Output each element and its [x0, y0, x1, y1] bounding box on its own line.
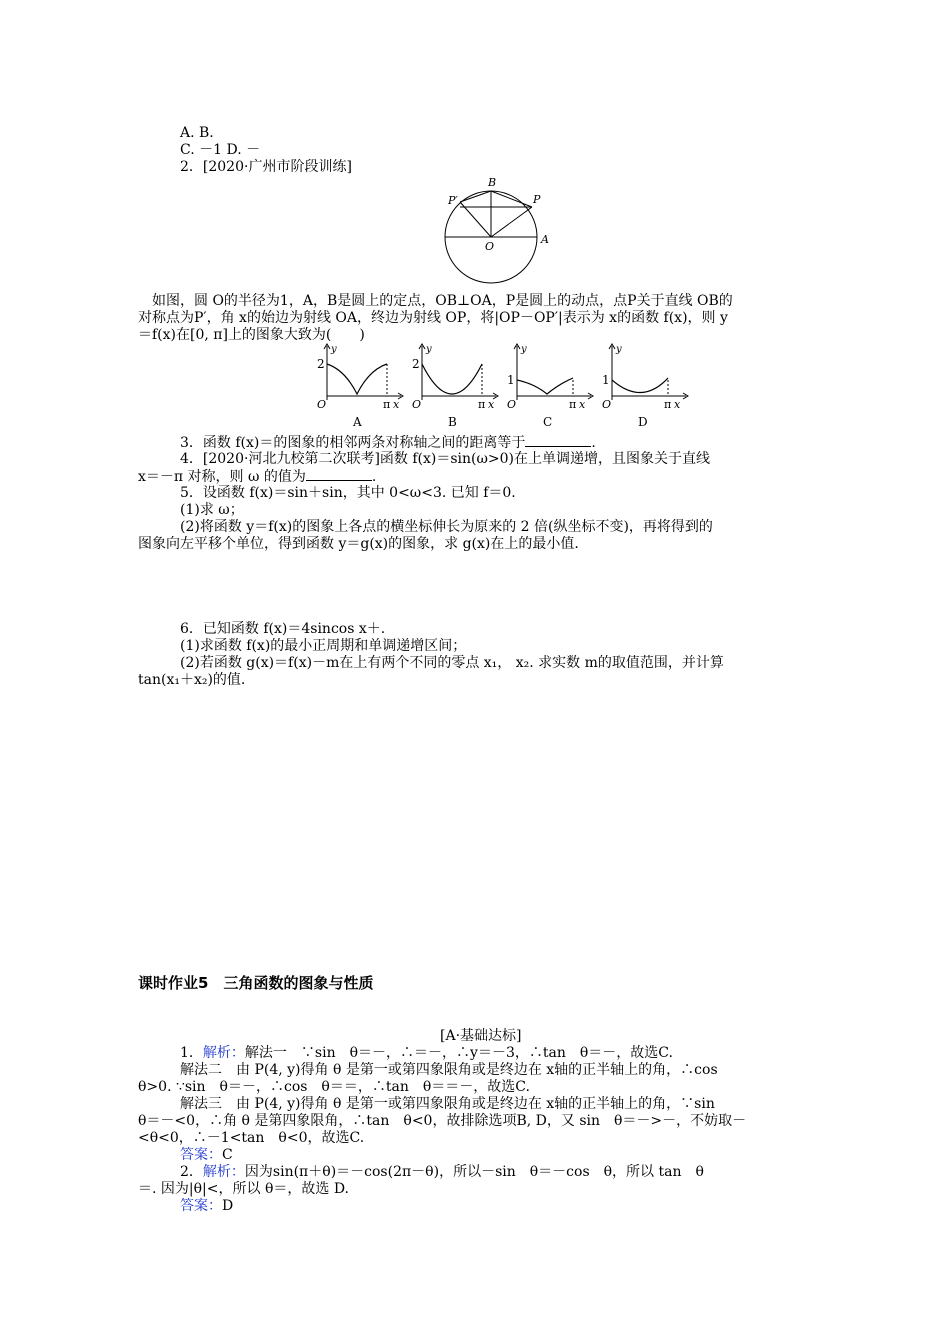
origin-label: O [412, 398, 422, 411]
answer-1-line-1 [180, 1045, 673, 1062]
answer-1-text-1: 解法一 ∵sin θ＝－，∴＝－，∴y＝－3，∴tan θ＝－，故选C. [244, 1045, 673, 1061]
subsection-title: [A·基础达标] [440, 1028, 522, 1044]
answer-1-result-value: C [222, 1147, 233, 1163]
segment-op [491, 207, 532, 237]
circle-figure [440, 172, 560, 290]
option-label: D [638, 415, 648, 429]
x-axis-label: x [674, 398, 681, 411]
graph-option-a [315, 342, 407, 432]
origin-label: O [507, 398, 517, 411]
question-4-end: . [371, 469, 377, 485]
segment-p-prime-b [460, 191, 491, 202]
pi-label: π [383, 398, 391, 411]
question-4-text: x＝－π 对称，则 ω 的值为 [138, 469, 306, 485]
question-6-line-4: tan(x₁＋x₂)的值. [138, 672, 246, 688]
question-3-blank [525, 434, 591, 447]
pi-label: π [569, 398, 577, 411]
question-3-text: 3．函数 f(x)＝的图象的相邻两条对称轴之间的距离等于 [180, 435, 526, 451]
option-label: C [543, 415, 553, 429]
curve [517, 378, 573, 394]
question-2-line-1: 如图，圆 O的半径为1，A，B是圆上的定点，OB⊥OA，P是圆上的动点，点P关于直线 OB的 [138, 293, 733, 309]
y-tick-label: 2 [317, 357, 325, 371]
label-p: P [533, 193, 541, 206]
label-p-prime: P′ [448, 194, 458, 207]
y-tick-label: 2 [412, 357, 420, 371]
curve [422, 364, 482, 394]
option-graphs [315, 342, 695, 432]
answer-1-line-4: 解法三 由 P(4, y)得角 θ 是第一或第四象限角或是终边在 x轴的正半轴上的角，∵sin [180, 1096, 715, 1112]
label-o: O [485, 240, 495, 253]
y-axis-label: y [426, 344, 432, 355]
answer-1-result-label: 答案： [180, 1147, 222, 1163]
answer-1-line-6: <θ<0，∴－1<tan θ<0，故选C. [138, 1130, 365, 1146]
question-5-line-1: 5．设函数 f(x)＝sin＋sin，其中 0<ω<3. 已知 f＝0. [180, 485, 516, 501]
y-axis-label: y [331, 344, 337, 355]
graph-option-b [410, 342, 502, 432]
answer-1-line-5: θ＝－<0，∴角 θ 是第四象限角，∴tan θ<0，故排除选项B, D，又 sin θ＝－>－，不妨取－ [138, 1113, 747, 1129]
question-2-line-2: 对称点为P′，角 x的始边为射线 OA，终边为射线 OP，将|OP－OP′|表示为 x的函数 f(x)，则 y [138, 310, 728, 326]
question-2-line-3: ＝f(x)在[0, π]上的图象大致为( ) [138, 327, 365, 343]
y-tick-label: 1 [507, 373, 515, 387]
answer-2-number: 2． [180, 1164, 203, 1180]
pi-label: π [478, 398, 486, 411]
answer-2-text-1: 因为sin(π＋θ)＝－cos(2π－θ)，所以－sin θ＝－cos θ，所以 tan θ [244, 1164, 704, 1180]
segment-p-b [491, 191, 532, 207]
label-a: A [541, 233, 549, 246]
x-axis-label: x [393, 398, 400, 411]
answer-2-result-label: 答案： [180, 1198, 222, 1214]
question-5-line-3: (2)将函数 y＝f(x)的图象上各点的横坐标伸长为原来的 2 倍(纵坐标不变)，再将得到的 [180, 519, 713, 535]
question-3 [180, 434, 596, 452]
question-5-line-2: (1)求 ω； [180, 502, 244, 518]
question-5-line-4: 图象向左平移个单位，得到函数 y＝g(x)的图象，求 g(x)在上的最小值. [138, 536, 579, 552]
x-axis-label: x [488, 398, 495, 411]
answer-1-line-3: θ>0. ∵sin θ＝－，∴cos θ＝＝，∴tan θ＝＝－，故选C. [138, 1079, 530, 1095]
question-6-line-3: (2)若函数 g(x)＝f(x)－m在上有两个不同的零点 x₁， x₂. 求实数 m的取值范围，并计算 [180, 655, 724, 671]
question-3-end: . [591, 435, 596, 451]
x-axis-label: x [579, 398, 586, 411]
answer-2-label: 解析： [202, 1164, 245, 1180]
answer-2-line-1 [180, 1164, 704, 1181]
graph-option-d [600, 342, 692, 432]
option-label: A [353, 415, 362, 429]
answer-2-result [180, 1198, 233, 1215]
question-6-line-1: 6．已知函数 f(x)＝4sincos x＋. [180, 621, 386, 637]
y-tick-label: 1 [602, 373, 610, 387]
answer-1-number: 1． [180, 1045, 203, 1061]
options-c-d: C. －1 D. － [180, 142, 261, 158]
answer-1-label: 解析： [202, 1045, 245, 1061]
label-b: B [488, 176, 497, 189]
answer-1-result [180, 1147, 233, 1164]
origin-label: O [317, 398, 327, 411]
origin-label: O [602, 398, 612, 411]
y-axis-label: y [521, 344, 527, 355]
pi-label: π [664, 398, 672, 411]
answer-2-result-value: D [222, 1198, 234, 1214]
question-2-header: 2．[2020·广州市阶段训练] [180, 159, 352, 175]
question-6-line-2: (1)求函数 f(x)的最小正周期和单调递增区间； [180, 638, 467, 654]
curve [612, 378, 668, 393]
curve [327, 364, 387, 394]
options-a-b: A. B. [180, 125, 214, 141]
answer-1-line-2: 解法二 由 P(4, y)得角 θ 是第一或第四象限角或是终边在 x轴的正半轴上的角，∴cos [180, 1062, 718, 1078]
y-axis-label: y [616, 344, 622, 355]
section-title: 课时作业5 三角函数的图象与性质 [138, 974, 374, 992]
question-4-blank [306, 468, 372, 481]
question-4-line-2 [138, 468, 376, 486]
answer-2-line-2: ＝. 因为|θ|<，所以 θ＝，故选 D. [138, 1181, 349, 1197]
graph-option-c [505, 342, 597, 432]
question-4-line-1: 4．[2020·河北九校第二次联考]函数 f(x)＝sin(ω>0)在上单调递增，且图象关于直线 [180, 451, 711, 467]
option-label: B [448, 415, 457, 429]
